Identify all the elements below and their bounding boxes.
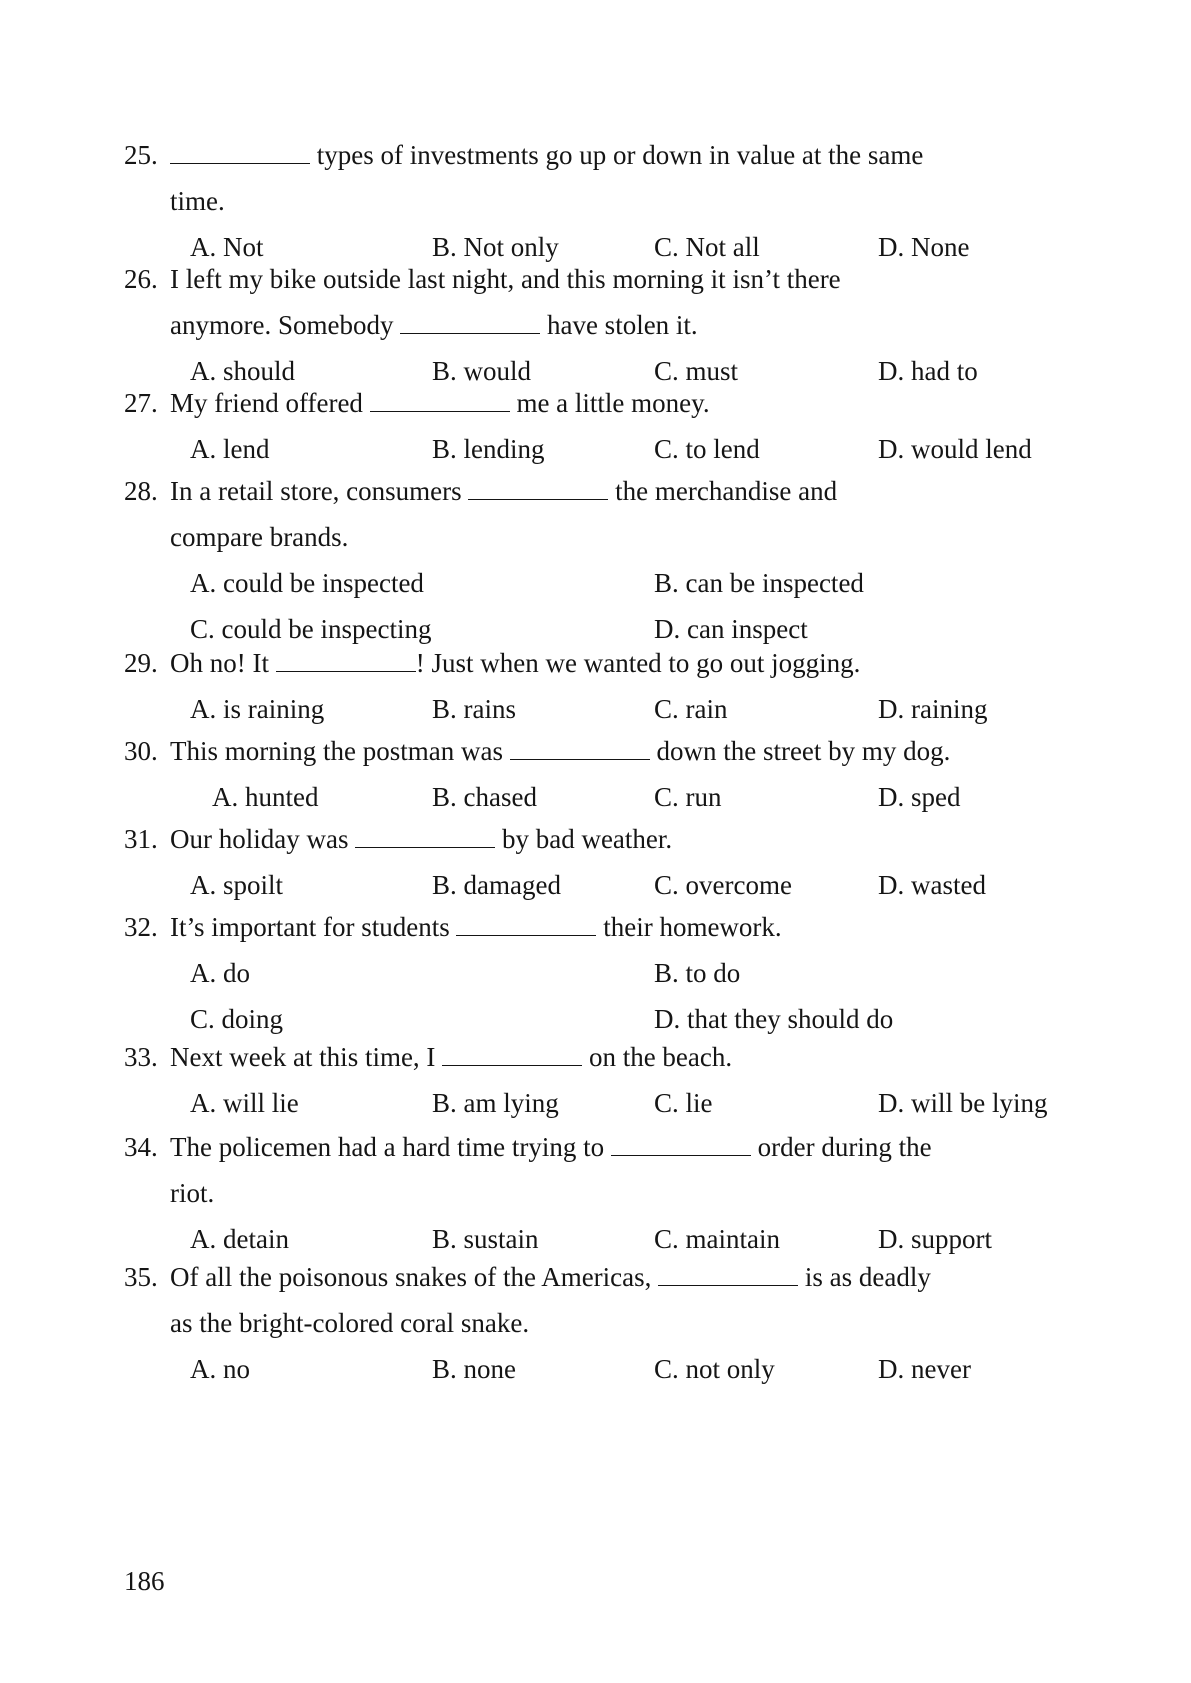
answer-option-d: D. can inspect: [654, 614, 808, 644]
question-text: It’s important for students: [170, 912, 457, 942]
question-text: Of all the poisonous snakes of the Americas,: [170, 1262, 659, 1292]
question-text: This morning the postman was: [170, 736, 510, 766]
answer-option-a: A. hunted: [212, 782, 319, 812]
question-text: anymore. Somebody: [170, 310, 401, 340]
answer-option-b: B. am lying: [432, 1088, 559, 1118]
question-text: by bad weather.: [495, 824, 673, 854]
answer-blank: [355, 825, 495, 848]
answer-option-b: B. damaged: [432, 870, 561, 900]
question-28: [124, 468, 1114, 560]
answer-blank: [276, 649, 416, 672]
answer-option-a: A. lend: [190, 434, 270, 464]
answer-option-a: A. could be inspected: [190, 568, 424, 598]
question-text-line: [124, 640, 1114, 686]
answer-option-c: C. maintain: [654, 1224, 780, 1254]
answer-option-b: B. would: [432, 356, 532, 386]
question-text-line: [124, 302, 1114, 348]
question-number: 32.: [124, 912, 158, 942]
question-number: 34.: [124, 1132, 158, 1162]
question-number: 31.: [124, 824, 158, 854]
question-number: 35.: [124, 1262, 158, 1292]
question-number: 25.: [124, 140, 158, 170]
answer-option-c: C. lie: [654, 1088, 713, 1118]
answer-option-a: A. is raining: [190, 694, 325, 724]
answer-option-a: A. Not: [190, 232, 264, 262]
answer-option-d: D. support: [878, 1224, 992, 1254]
answer-option-b: B. rains: [432, 694, 516, 724]
question-text: order during the: [750, 1132, 932, 1162]
answer-blank: [510, 737, 650, 760]
question-text: ! Just when we wanted to go out jogging.: [415, 648, 861, 678]
question-text: their homework.: [596, 912, 782, 942]
answer-blank: [468, 477, 608, 500]
question-33: [124, 1034, 1114, 1080]
question-text-line: [124, 132, 1114, 178]
question-text-line: [124, 1254, 1114, 1300]
answer-blank: [658, 1263, 798, 1286]
question-text: riot.: [170, 1178, 215, 1208]
answer-option-a: A. will lie: [190, 1088, 299, 1118]
question-text: In a retail store, consumers: [170, 476, 469, 506]
answer-option-c: C. to lend: [654, 434, 760, 464]
answer-option-b: B. Not only: [432, 232, 559, 262]
question-text: on the beach.: [582, 1042, 733, 1072]
question-31: [124, 816, 1114, 862]
question-text-line: [124, 1300, 1114, 1346]
answer-blank: [370, 389, 510, 412]
question-34: [124, 1124, 1114, 1216]
question-text-line: [124, 816, 1114, 862]
question-text-line: [124, 728, 1114, 774]
answer-option-b: B. to do: [654, 958, 741, 988]
question-text: down the street by my dog.: [649, 736, 951, 766]
question-25: [124, 132, 1114, 224]
question-number: 29.: [124, 648, 158, 678]
question-text: Next week at this time, I: [170, 1042, 443, 1072]
question-text: I left my bike outside last night, and this morning it isn’t there: [170, 264, 841, 294]
answer-option-a: A. do: [190, 958, 250, 988]
question-text: have stolen it.: [540, 310, 698, 340]
answer-blank: [442, 1043, 582, 1066]
question-text-line: [124, 1124, 1114, 1170]
answer-option-c: C. overcome: [654, 870, 792, 900]
question-text-line: [124, 468, 1114, 514]
question-text: types of investments go up or down in value at the same: [310, 140, 924, 170]
answer-option-c: C. run: [654, 782, 722, 812]
answer-option-a: A. should: [190, 356, 296, 386]
question-number: 28.: [124, 476, 158, 506]
question-text: as the bright-colored coral snake.: [170, 1308, 530, 1338]
question-text: compare brands.: [170, 522, 349, 552]
answer-option-d: D. raining: [878, 694, 988, 724]
question-number: 26.: [124, 264, 158, 294]
answer-blank: [170, 141, 310, 164]
answer-blank: [456, 913, 596, 936]
answer-option-d: D. wasted: [878, 870, 986, 900]
answer-option-c: C. doing: [190, 1004, 284, 1034]
question-text-line: [124, 904, 1114, 950]
question-text-line: [124, 1170, 1114, 1216]
question-text: Oh no! It: [170, 648, 276, 678]
question-text: time.: [170, 186, 225, 216]
answer-option-b: B. sustain: [432, 1224, 539, 1254]
question-35: [124, 1254, 1114, 1346]
question-32: [124, 904, 1114, 950]
answer-option-b: B. none: [432, 1354, 516, 1384]
question-text-line: [124, 380, 1114, 426]
question-text: is as deadly: [798, 1262, 931, 1292]
page-number: 186: [124, 1566, 165, 1596]
answer-option-d: D. would lend: [878, 434, 1032, 464]
question-30: [124, 728, 1114, 774]
question-text: me a little money.: [509, 388, 710, 418]
answer-option-a: A. detain: [190, 1224, 289, 1254]
question-text-line: [124, 256, 1114, 302]
answer-option-d: D. that they should do: [654, 1004, 894, 1034]
answer-option-b: B. chased: [432, 782, 537, 812]
answer-option-c: C. must: [654, 356, 739, 386]
answer-option-d: D. None: [878, 232, 970, 262]
answer-option-d: D. had to: [878, 356, 978, 386]
answer-option-d: D. sped: [878, 782, 961, 812]
answer-option-a: A. no: [190, 1354, 250, 1384]
question-29: [124, 640, 1114, 686]
question-text: My friend offered: [170, 388, 370, 418]
answer-option-b: B. can be inspected: [654, 568, 864, 598]
question-text-line: [124, 178, 1114, 224]
answer-option-c: C. Not all: [654, 232, 760, 262]
answer-blank: [611, 1133, 751, 1156]
answer-option-a: A. spoilt: [190, 870, 284, 900]
answer-blank: [400, 311, 540, 334]
question-number: 33.: [124, 1042, 158, 1072]
answer-option-c: C. could be inspecting: [190, 614, 432, 644]
answer-option-c: C. rain: [654, 694, 728, 724]
answer-option-c: C. not only: [654, 1354, 775, 1384]
question-text: Our holiday was: [170, 824, 356, 854]
question-number: 27.: [124, 388, 158, 418]
question-26: [124, 256, 1114, 348]
question-text-line: [124, 1034, 1114, 1080]
question-text: the merchandise and: [608, 476, 838, 506]
question-number: 30.: [124, 736, 158, 766]
answer-option-b: B. lending: [432, 434, 545, 464]
question-text: The policemen had a hard time trying to: [170, 1132, 611, 1162]
question-27: [124, 380, 1114, 426]
answer-option-d: D. never: [878, 1354, 971, 1384]
question-text-line: [124, 514, 1114, 560]
answer-option-d: D. will be lying: [878, 1088, 1048, 1118]
